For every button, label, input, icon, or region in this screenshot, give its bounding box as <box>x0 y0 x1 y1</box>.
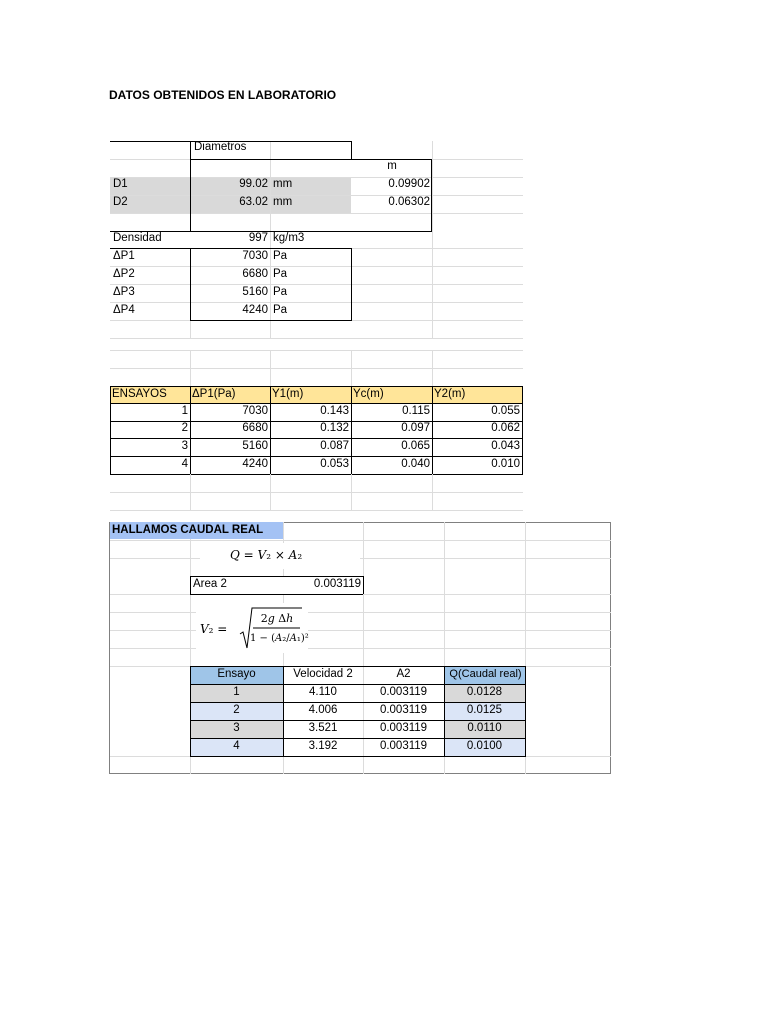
ensayos-cell: 0.010 <box>491 458 520 470</box>
d2-value: 63.02 <box>239 196 268 208</box>
caudal-cell: 4.110 <box>309 686 337 698</box>
caudal-cell: 4.006 <box>308 704 338 716</box>
caudal-cell: 0.0128 <box>466 686 503 698</box>
velocity-lhs: 𝑉₂ = <box>200 622 228 636</box>
ensayos-cell: 0.143 <box>320 405 349 417</box>
caudal-cell: 0.0125 <box>466 704 503 716</box>
dp2-label: ΔP2 <box>113 268 135 280</box>
caudal-title: HALLAMOS CAUDAL REAL <box>112 524 264 536</box>
caudal-col-header: Q(Caudal real) <box>449 668 522 680</box>
velocity-numerator: 2𝑔 Δℎ <box>260 612 294 625</box>
dp4-label: ΔP4 <box>113 304 135 316</box>
ensayos-col-header: ENSAYOS <box>112 388 167 400</box>
dp4-unit: Pa <box>273 304 288 316</box>
ensayos-cell: 0.115 <box>402 405 430 417</box>
d1-label: D1 <box>113 178 128 190</box>
caudal-cell: 3.192 <box>308 740 338 752</box>
ensayos-col-header: ΔP1(Pa) <box>192 388 236 400</box>
dp1-unit: Pa <box>273 250 288 262</box>
d1-value: 99.02 <box>239 178 268 190</box>
caudal-cell: 1 <box>233 686 240 698</box>
d2-unit: mm <box>273 196 293 208</box>
caudal-cell: 0.003119 <box>379 686 428 698</box>
m-header: m <box>387 160 397 172</box>
caudal-cell: 0.0100 <box>466 740 503 752</box>
caudal-col-header: A2 <box>396 668 411 680</box>
densidad-label: Densidad <box>113 232 162 244</box>
diametros-header: Diametros <box>194 141 247 153</box>
caudal-cell: 0.003119 <box>379 722 428 734</box>
dp2-value: 6680 <box>242 268 268 280</box>
ensayos-col-header: Y2(m) <box>434 388 466 400</box>
ensayos-cell: 5160 <box>242 440 268 452</box>
ensayos-col-header: Y1(m) <box>272 388 304 400</box>
densidad-unit: kg/m3 <box>273 232 305 244</box>
ensayos-col-header: Yc(m) <box>353 388 384 400</box>
caudal-col-header: Velocidad 2 <box>293 668 353 680</box>
ensayos-cell: 0.053 <box>320 458 349 470</box>
ensayos-cell: 7030 <box>242 405 268 417</box>
d1-m: 0.09902 <box>388 178 430 190</box>
dp4-value: 4240 <box>242 304 268 316</box>
dp1-label: ΔP1 <box>113 250 135 262</box>
ensayos-cell: 4240 <box>242 458 268 470</box>
ensayos-cell: 1 <box>181 405 188 417</box>
dp3-unit: Pa <box>273 286 288 298</box>
caudal-col-header: Ensayo <box>217 668 256 680</box>
dp3-value: 5160 <box>242 286 268 298</box>
d2-label: D2 <box>113 196 128 208</box>
d1-unit: mm <box>273 178 293 190</box>
d2-m: 0.06302 <box>388 196 430 208</box>
densidad-value: 997 <box>248 232 268 244</box>
area-value: 0.003119 <box>313 578 361 590</box>
dp1-value: 7030 <box>242 250 268 262</box>
ensayos-cell: 0.065 <box>401 440 430 452</box>
caudal-cell: 0.003119 <box>379 704 428 716</box>
caudal-cell: 0.0110 <box>467 722 502 734</box>
area-label: Area 2 <box>193 578 227 590</box>
caudal-cell: 4 <box>233 740 240 752</box>
velocity-denominator: 1 − (𝐴₂/𝐴₁)² <box>250 633 309 644</box>
dp3-label: ΔP3 <box>113 286 135 298</box>
page-title: DATOS OBTENIDOS EN LABORATORIO <box>109 88 337 102</box>
ensayos-cell: 0.132 <box>320 422 349 434</box>
ensayos-cell: 4 <box>181 458 188 470</box>
caudal-cell: 3 <box>233 722 240 734</box>
ensayos-cell: 0.097 <box>401 422 430 434</box>
ensayos-cell: 3 <box>181 440 188 452</box>
ensayos-cell: 0.040 <box>401 458 430 470</box>
ensayos-cell: 2 <box>181 422 188 434</box>
ensayos-cell: 0.043 <box>491 440 520 452</box>
caudal-cell: 0.003119 <box>379 740 428 752</box>
caudal-formula: 𝑄 = 𝑉₂ × 𝐴₂ <box>230 548 303 562</box>
ensayos-cell: 0.087 <box>320 440 349 452</box>
caudal-cell: 3.521 <box>308 722 338 734</box>
dp2-unit: Pa <box>273 268 288 280</box>
ensayos-cell: 0.062 <box>491 422 520 434</box>
caudal-cell: 2 <box>233 704 240 716</box>
ensayos-cell: 0.055 <box>491 405 520 417</box>
ensayos-cell: 6680 <box>242 422 268 434</box>
